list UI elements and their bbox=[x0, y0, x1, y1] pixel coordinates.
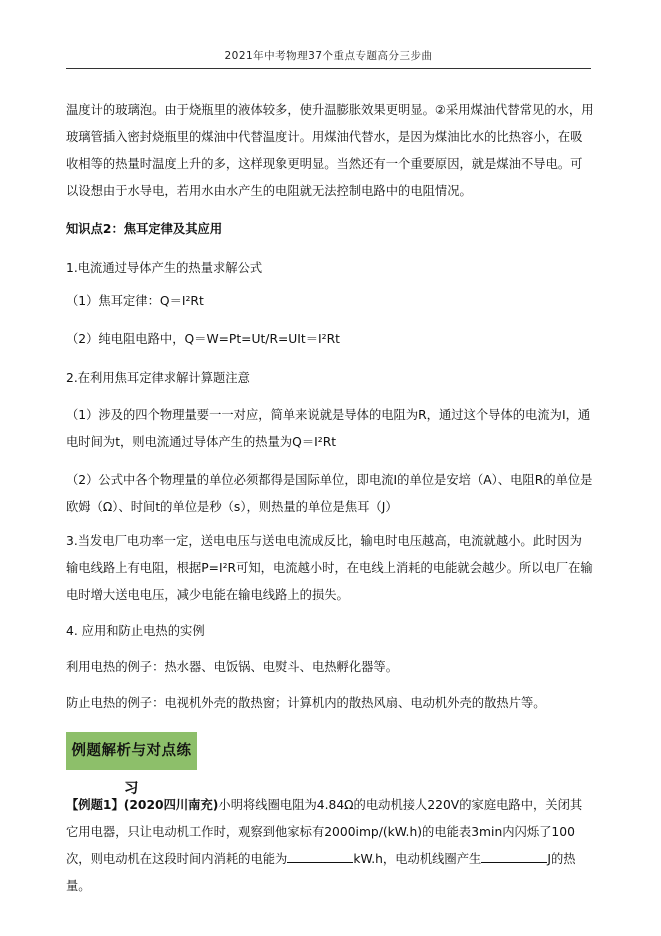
example-text-c: J的热量。 bbox=[66, 852, 576, 893]
banner-label: 例题解析与对点练习 bbox=[71, 743, 192, 797]
list-item: （2）公式中各个物理量的单位必须都得是国际单位，即电流I的单位是安培（A）、电阻R的单位是欧姆（Ω）、时间t的单位是秒（s），则热量的单位是焦耳（J） bbox=[66, 473, 593, 514]
example-tag: 【例题1】(2020四川南充) bbox=[66, 798, 219, 812]
intro-paragraph: 温度计的玻璃泡。由于烧瓶里的液体较多，使升温膨胀效果更明显。②采用煤油代替常见的水，用玻璃管插入密封烧瓶里的煤油中代替温度计。用煤油代替水，是因为煤油比水的比热容小，在吸收相等的热量时温度上升的多，这样现象更明显。当然还有一个重要原因，就是煤油不导电。可以设想由于水导电，若用水由水产生的电阻就无法控制电路中的电阻情况。 bbox=[66, 103, 594, 198]
list-item: 2.在利用焦耳定律求解计算题注意 bbox=[66, 371, 250, 385]
answer-blank[interactable] bbox=[481, 848, 547, 863]
section-title: 知识点2：焦耳定律及其应用 bbox=[66, 222, 223, 236]
list-item: （2）纯电阻电路中，Q＝W=Pt=Ut/R=UIt＝I²Rt bbox=[66, 332, 340, 346]
section-banner bbox=[66, 732, 197, 797]
list-item: （1）涉及的四个物理量要一一对应，简单来说就是导体的电阻为R，通过这个导体的电流为I，通电时间为t，则电流通过导体产生的热量为Q＝I²Rt bbox=[66, 408, 591, 449]
list-item: 4. 应用和防止电热的实例 bbox=[66, 624, 205, 638]
example-question bbox=[66, 792, 594, 900]
list-item: 1.电流通过导体产生的热量求解公式 bbox=[66, 261, 263, 275]
list-item: （1）焦耳定律：Q＝I²Rt bbox=[66, 294, 204, 308]
list-item: 利用电热的例子：热水器、电饭锅、电熨斗、电热孵化器等。 bbox=[66, 660, 399, 674]
example-text-a: 小明将线圈电阻为4.84Ω的电动机接人220V的家庭电路中，关闭其它用电器，只让电动机工作时，观察到他家标有2000imp/(kW.h)的电能表3min内闪烁了100次，则电动机在这段时间内消耗的电能为 bbox=[66, 798, 583, 866]
list-item: 3.当发电厂电功率一定，送电电压与送电电流成反比，输电时电压越高，电流就越小。此时因为输电线路上有电阻，根据P=I²R可知，电流越小时，在电线上消耗的电能就会越少。所以电厂在输电时增大送电电压，减少电能在输电线路上的损失。 bbox=[66, 534, 593, 602]
page-header: 2021年中考物理37个重点专题高分三步曲 bbox=[66, 48, 591, 69]
answer-blank[interactable] bbox=[287, 848, 353, 863]
list-item: 防止电热的例子：电视机外壳的散热窗；计算机内的散热风扇、电动机外壳的散热片等。 bbox=[66, 696, 546, 710]
example-text-b: kW.h，电动机线圈产生 bbox=[353, 852, 482, 866]
